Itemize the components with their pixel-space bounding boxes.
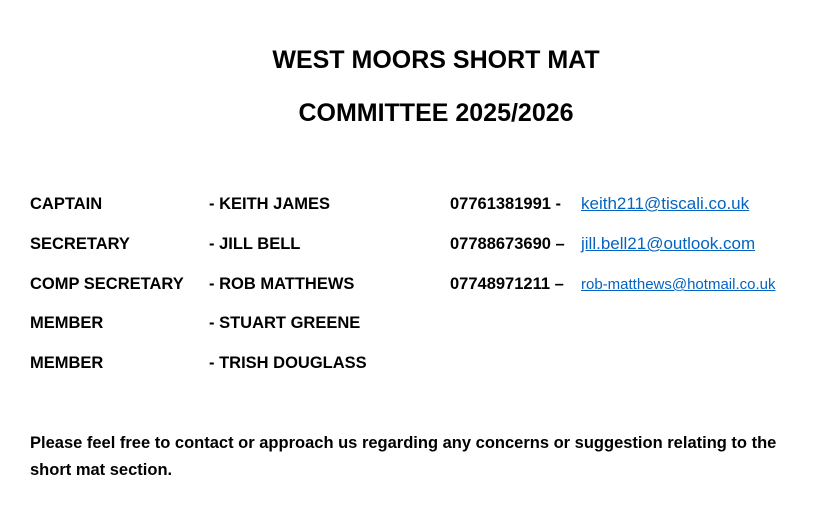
member-name: - JILL BELL bbox=[209, 235, 301, 253]
member-phone: 07761381991 - bbox=[450, 195, 562, 213]
role-label: MEMBER bbox=[30, 354, 104, 372]
member-phone: 07748971211 – bbox=[450, 275, 564, 293]
role-label: CAPTAIN bbox=[30, 195, 103, 213]
member-email-link[interactable]: keith211@tiscali.co.uk bbox=[581, 194, 750, 213]
title-line-2: COMMITTEE 2025/2026 bbox=[298, 99, 574, 127]
member-email-link[interactable]: jill.bell21@outlook.com bbox=[581, 234, 756, 253]
member-name: - KEITH JAMES bbox=[209, 195, 331, 213]
role-label: COMP SECRETARY bbox=[30, 275, 184, 293]
member-phone: 07788673690 – bbox=[450, 235, 565, 253]
role-label: MEMBER bbox=[30, 314, 104, 332]
footer-paragraph: Please feel free to contact or approach us regarding any concerns or suggestion relating to the short mat section. bbox=[30, 434, 777, 479]
member-email-link[interactable]: rob-matthews@hotmail.co.uk bbox=[581, 276, 776, 293]
member-name: - STUART GREENE bbox=[209, 314, 361, 332]
role-label: SECRETARY bbox=[30, 235, 130, 253]
member-name: - TRISH DOUGLASS bbox=[209, 354, 367, 372]
member-name: - ROB MATTHEWS bbox=[209, 275, 355, 293]
title-line-1: WEST MOORS SHORT MAT bbox=[272, 46, 600, 74]
